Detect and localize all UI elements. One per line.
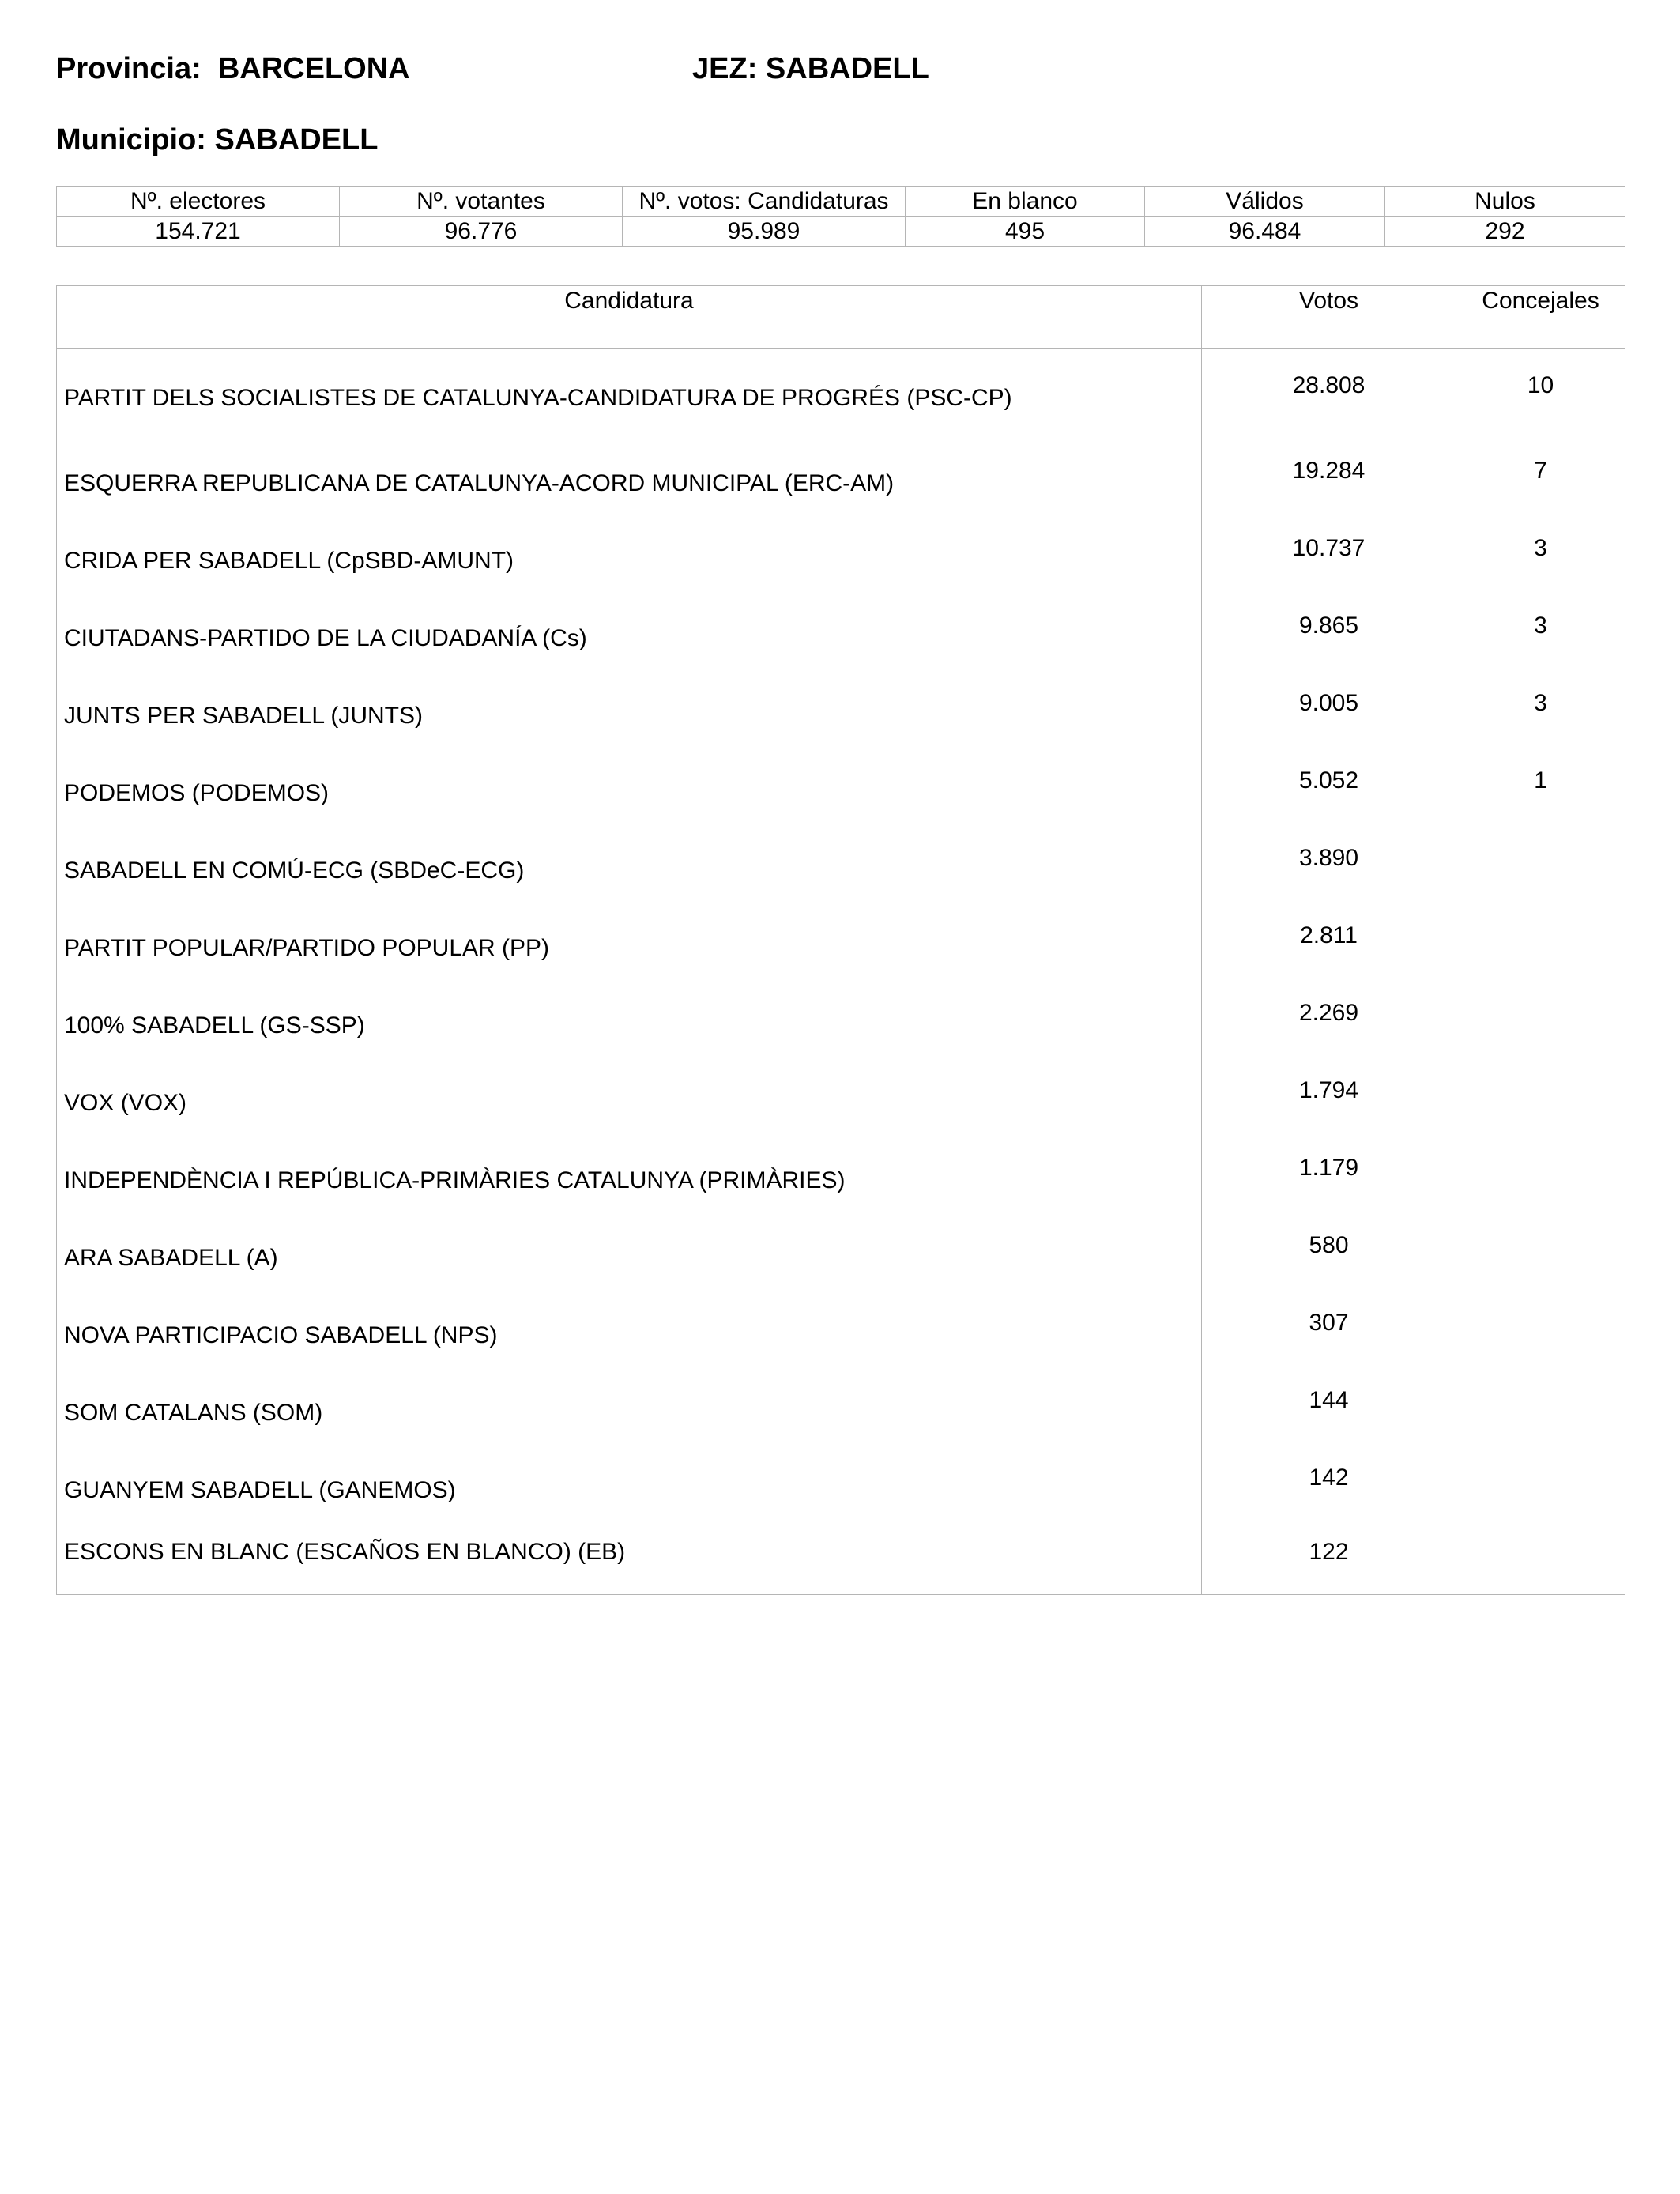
party-name-cell: PARTIT DELS SOCIALISTES DE CATALUNYA-CANDIDATURA DE PROGRÉS (PSC-CP): [57, 349, 1202, 446]
results-body: [57, 349, 1625, 1595]
seats-cell: [1456, 1142, 1625, 1220]
seats-cell: [1456, 1297, 1625, 1374]
seats-cell: 3: [1456, 522, 1625, 600]
summary-header-cell: Nulos: [1385, 187, 1625, 217]
votes-cell: 10.737: [1202, 522, 1456, 600]
concejales-column-header: Concejales: [1456, 286, 1625, 349]
summary-header-cell: En blanco: [906, 187, 1145, 217]
table-row: [57, 349, 1625, 446]
votes-cell: 2.269: [1202, 987, 1456, 1065]
party-name-cell: SOM CATALANS (SOM): [57, 1374, 1202, 1452]
summary-value-cell: 292: [1385, 217, 1625, 247]
candidatura-column-header: Candidatura: [57, 286, 1202, 349]
summary-header-cell: Nº. votantes: [340, 187, 623, 217]
party-name-cell: CRIDA PER SABADELL (CpSBD-AMUNT): [57, 522, 1202, 600]
votes-cell: 142: [1202, 1452, 1456, 1529]
table-row: [57, 987, 1625, 1065]
votes-cell: 9.005: [1202, 677, 1456, 755]
party-name-cell: INDEPENDÈNCIA I REPÚBLICA-PRIMÀRIES CATALUNYA (PRIMÀRIES): [57, 1142, 1202, 1220]
results-table: [56, 285, 1625, 1595]
votes-cell: 122: [1202, 1529, 1456, 1595]
party-name-cell: VOX (VOX): [57, 1065, 1202, 1142]
party-name-cell: ESCONS EN BLANC (ESCAÑOS EN BLANCO) (EB): [57, 1529, 1202, 1595]
summary-value-cell: 495: [906, 217, 1145, 247]
votes-cell: 28.808: [1202, 349, 1456, 446]
seats-cell: 10: [1456, 349, 1625, 446]
table-row: [57, 1220, 1625, 1297]
summary-table: [56, 186, 1625, 247]
seats-cell: 7: [1456, 445, 1625, 522]
votes-cell: 1.794: [1202, 1065, 1456, 1142]
votos-column-header: Votos: [1202, 286, 1456, 349]
party-name-cell: JUNTS PER SABADELL (JUNTS): [57, 677, 1202, 755]
party-name-cell: PODEMOS (PODEMOS): [57, 755, 1202, 832]
table-row: [57, 1529, 1625, 1595]
party-name-cell: PARTIT POPULAR/PARTIDO POPULAR (PP): [57, 910, 1202, 987]
table-row: [57, 755, 1625, 832]
table-row: [57, 1452, 1625, 1529]
party-name-cell: NOVA PARTICIPACIO SABADELL (NPS): [57, 1297, 1202, 1374]
table-row: [57, 600, 1625, 677]
votes-cell: 3.890: [1202, 832, 1456, 910]
summary-value-row: [57, 217, 1625, 247]
votes-cell: 2.811: [1202, 910, 1456, 987]
table-row: [57, 832, 1625, 910]
summary-header-cell: Nº. electores: [57, 187, 340, 217]
table-row: [57, 445, 1625, 522]
votes-cell: 580: [1202, 1220, 1456, 1297]
votes-cell: 9.865: [1202, 600, 1456, 677]
party-name-cell: ARA SABADELL (A): [57, 1220, 1202, 1297]
seats-cell: [1456, 1065, 1625, 1142]
provincia-heading: Provincia: BARCELONA: [56, 52, 410, 85]
seats-cell: [1456, 1220, 1625, 1297]
party-name-cell: 100% SABADELL (GS-SSP): [57, 987, 1202, 1065]
seats-cell: [1456, 987, 1625, 1065]
seats-cell: [1456, 1374, 1625, 1452]
summary-header-cell: Nº. votos: Candidaturas: [623, 187, 906, 217]
summary-value-cell: 154.721: [57, 217, 340, 247]
table-row: [57, 1142, 1625, 1220]
seats-cell: [1456, 1529, 1625, 1595]
municipio-heading: Municipio: SABADELL: [56, 123, 379, 156]
party-name-cell: SABADELL EN COMÚ-ECG (SBDeC-ECG): [57, 832, 1202, 910]
table-row: [57, 677, 1625, 755]
votes-cell: 307: [1202, 1297, 1456, 1374]
seats-cell: [1456, 832, 1625, 910]
summary-value-cell: 96.776: [340, 217, 623, 247]
jez-heading: JEZ: SABADELL: [692, 52, 929, 85]
results-header-row: [57, 286, 1625, 349]
table-row: [57, 1065, 1625, 1142]
votes-cell: 144: [1202, 1374, 1456, 1452]
seats-cell: 1: [1456, 755, 1625, 832]
summary-value-cell: 96.484: [1145, 217, 1385, 247]
seats-cell: 3: [1456, 600, 1625, 677]
table-row: [57, 1374, 1625, 1452]
seats-cell: [1456, 1452, 1625, 1529]
votes-cell: 5.052: [1202, 755, 1456, 832]
party-name-cell: CIUTADANS-PARTIDO DE LA CIUDADANÍA (Cs): [57, 600, 1202, 677]
summary-header-cell: Válidos: [1145, 187, 1385, 217]
votes-cell: 19.284: [1202, 445, 1456, 522]
table-row: [57, 1297, 1625, 1374]
votes-cell: 1.179: [1202, 1142, 1456, 1220]
party-name-cell: ESQUERRA REPUBLICANA DE CATALUNYA-ACORD MUNICIPAL (ERC-AM): [57, 445, 1202, 522]
party-name-cell: GUANYEM SABADELL (GANEMOS): [57, 1452, 1202, 1529]
table-row: [57, 910, 1625, 987]
summary-header-row: [57, 187, 1625, 217]
seats-cell: 3: [1456, 677, 1625, 755]
seats-cell: [1456, 910, 1625, 987]
summary-value-cell: 95.989: [623, 217, 906, 247]
table-row: [57, 522, 1625, 600]
